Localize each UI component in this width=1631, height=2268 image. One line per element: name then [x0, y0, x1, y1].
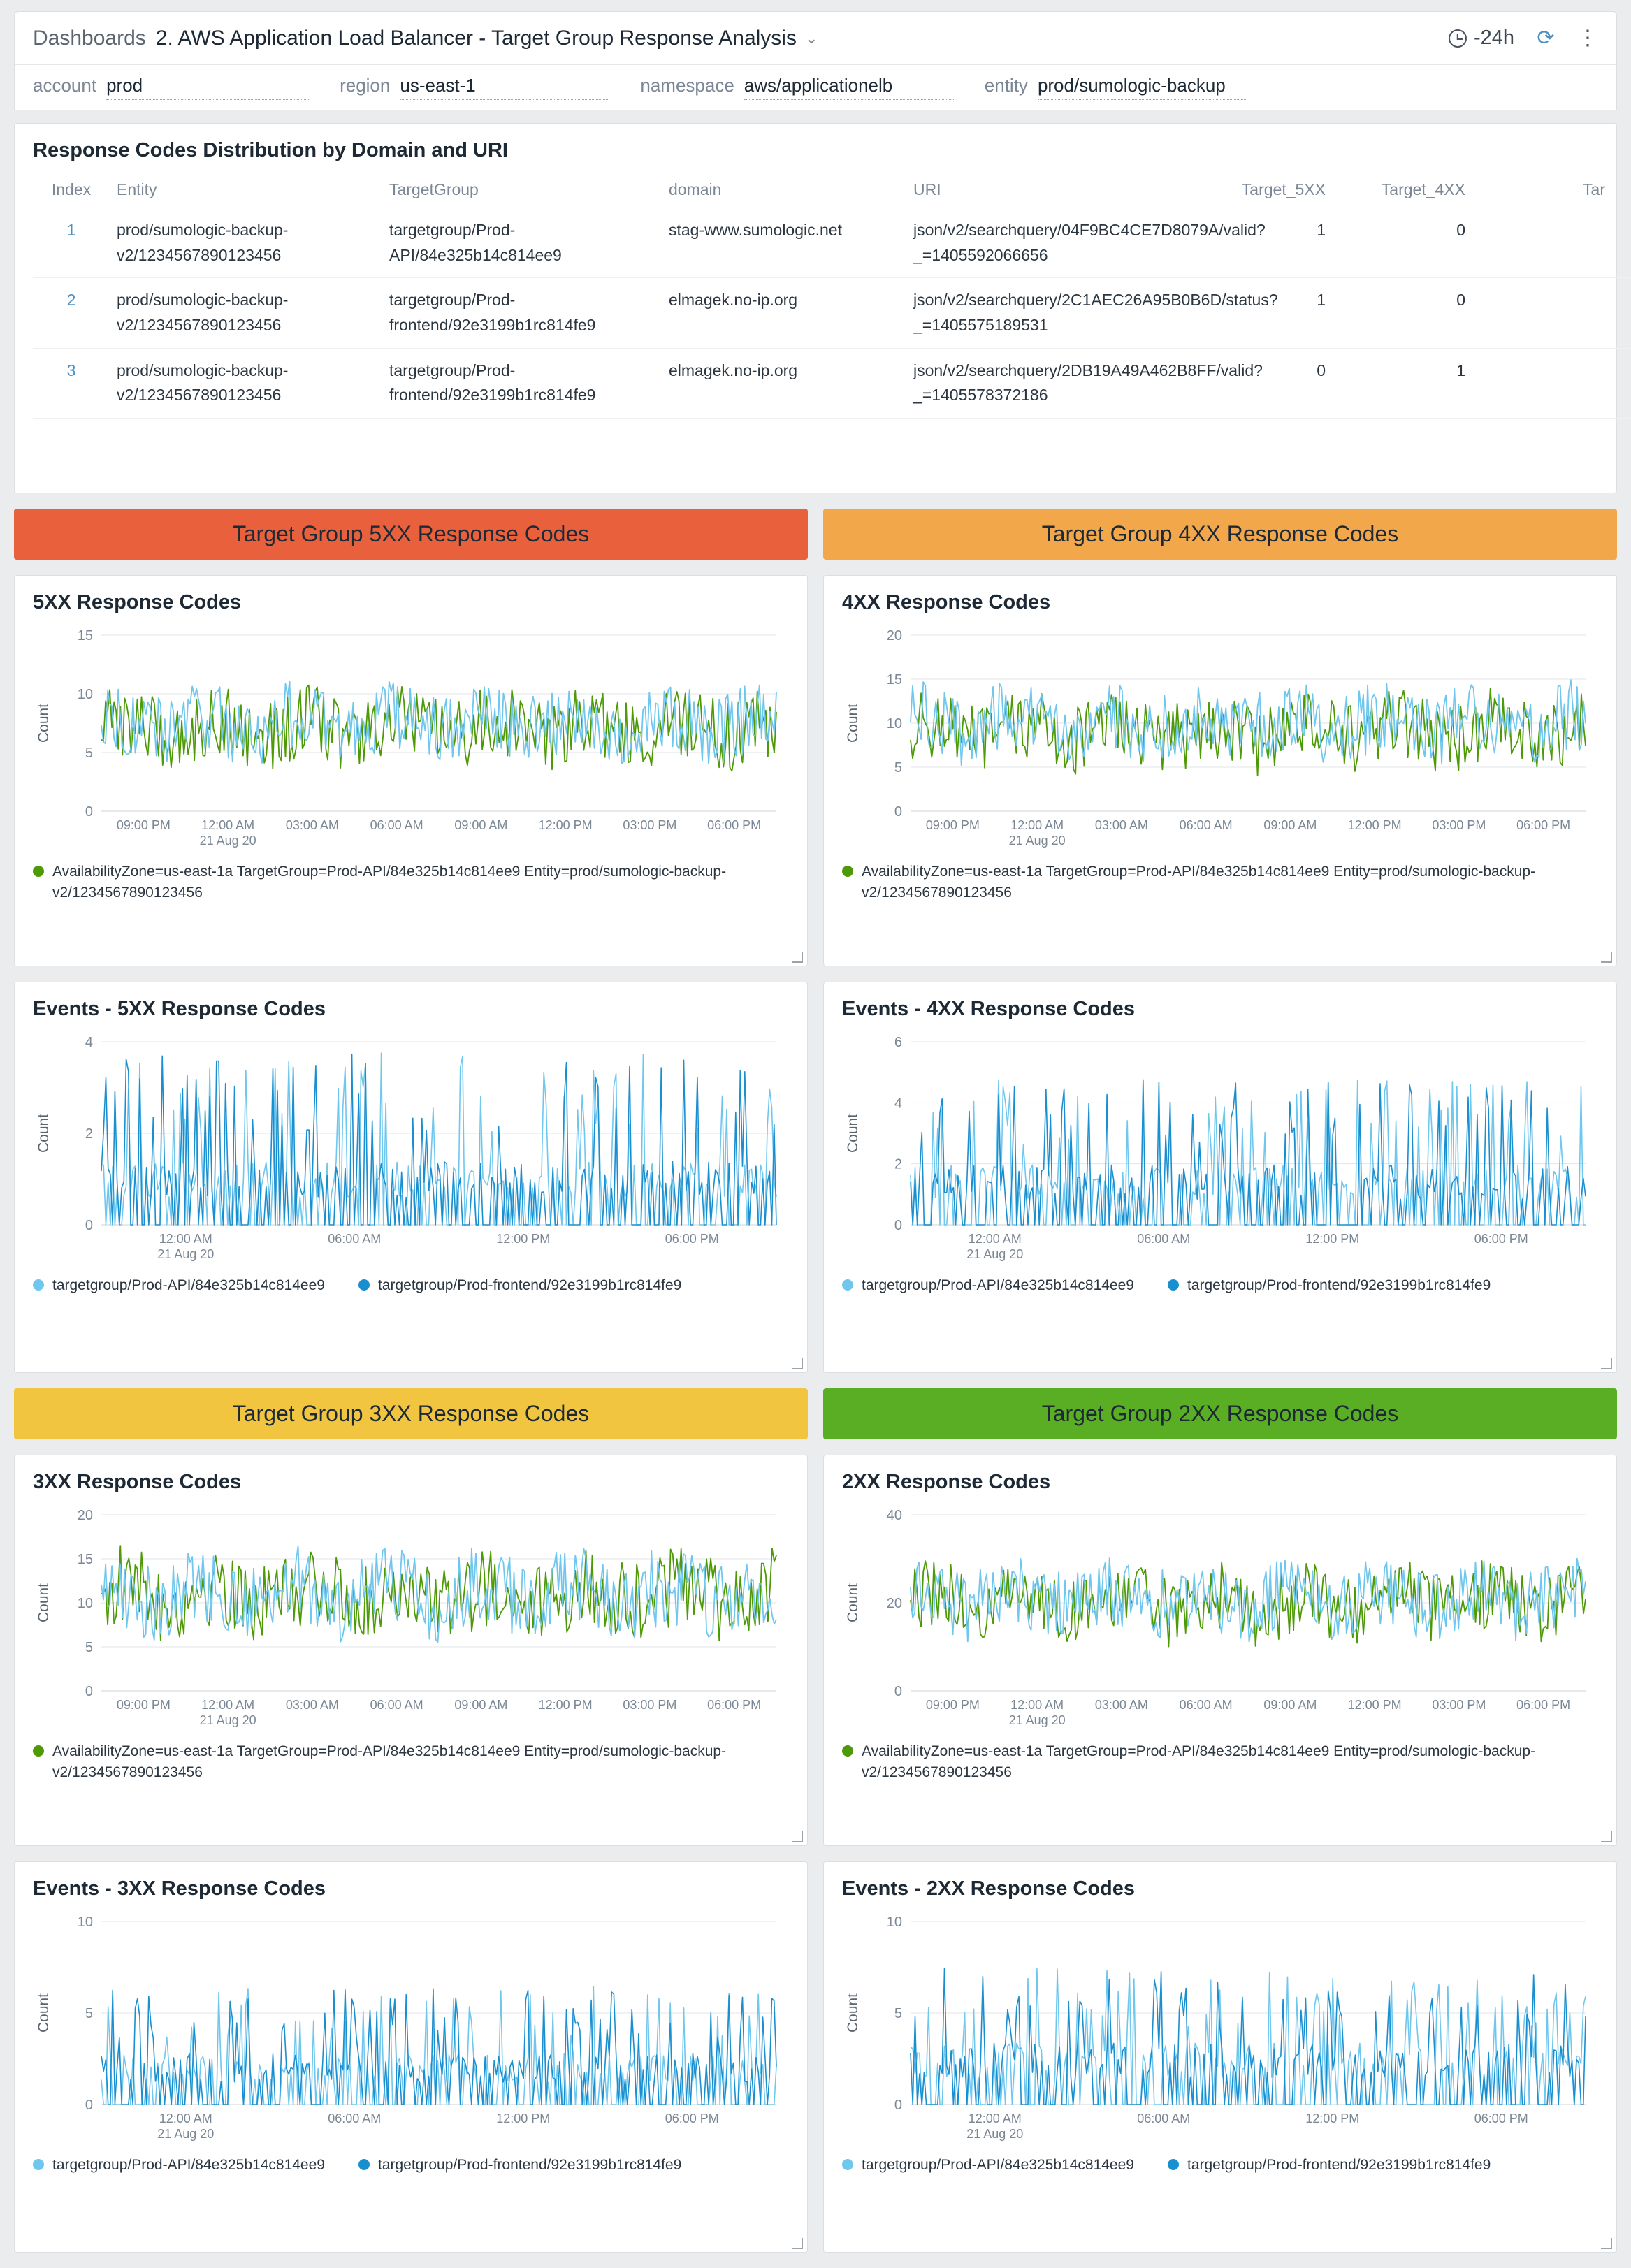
svg-text:10: 10	[77, 1914, 93, 1930]
section-header-3xx: Target Group 3XX Response Codes	[14, 1388, 808, 1439]
svg-text:03:00 PM: 03:00 PM	[623, 1698, 677, 1712]
legend-label: targetgroup/Prod-API/84e325b14c814ee9	[862, 2157, 1134, 2173]
legend-color-dot	[358, 1279, 370, 1291]
legend-label: targetgroup/Prod-API/84e325b14c814ee9	[52, 1277, 325, 1293]
cell-index: 2	[33, 278, 110, 348]
svg-text:0: 0	[894, 804, 902, 820]
svg-text:21 Aug 20: 21 Aug 20	[966, 1247, 1024, 1261]
svg-text:0: 0	[85, 1218, 93, 1233]
svg-text:06:00 PM: 06:00 PM	[665, 1232, 719, 1246]
legend-color-dot	[358, 2159, 370, 2170]
cell-target-truncated	[1493, 208, 1631, 278]
legend-color-dot	[842, 2159, 853, 2170]
filter-namespace-value[interactable]: aws/applicationelb	[744, 75, 954, 100]
svg-text:03:00 PM: 03:00 PM	[1432, 1698, 1486, 1712]
svg-text:06:00 PM: 06:00 PM	[707, 1698, 762, 1712]
table-panel-title: Response Codes Distribution by Domain and URI	[33, 139, 508, 161]
th-target-4xx[interactable]: Target_4XX	[1354, 172, 1493, 208]
cell-target-5xx: 1	[1214, 278, 1354, 348]
filter-bar	[14, 64, 1617, 110]
svg-text:Count: Count	[845, 1113, 861, 1154]
svg-text:06:00 AM: 06:00 AM	[370, 1698, 423, 1712]
panel-events-5xx	[14, 982, 808, 1373]
legend-color-dot	[842, 1745, 853, 1757]
legend-color-dot	[33, 866, 44, 877]
chart-2xx-line[interactable]	[824, 1504, 1616, 1734]
legend-events-5xx	[15, 1268, 807, 1296]
svg-text:06:00 AM: 06:00 AM	[1179, 818, 1233, 832]
svg-text:0: 0	[894, 1218, 902, 1233]
legend-color-dot	[842, 1279, 853, 1291]
cell-target-truncated	[1493, 278, 1631, 348]
table-row[interactable]	[33, 278, 1631, 348]
filter-namespace[interactable]	[640, 75, 953, 100]
svg-text:10: 10	[886, 716, 902, 732]
cell-target-5xx: 1	[1214, 208, 1354, 278]
svg-text:12:00 AM: 12:00 AM	[1010, 1698, 1064, 1712]
svg-text:06:00 PM: 06:00 PM	[1516, 818, 1571, 832]
cell-uri: json/v2/searchquery/2DB19A49A462B8FF/valid?_=1405578372186	[906, 348, 1214, 418]
legend-label: AvailabilityZone=us-east-1a TargetGroup=Prod-API/84e325b14c814ee9 Entity=prod/sumologic-backup-v2/1234567890123456	[862, 1743, 1536, 1781]
chart-title-events-3xx: Events - 3XX Response Codes	[33, 1877, 326, 1900]
svg-text:5: 5	[85, 2006, 93, 2021]
chart-row-3	[14, 1455, 1617, 1846]
th-targetgroup[interactable]: TargetGroup	[382, 172, 662, 208]
svg-text:12:00 AM: 12:00 AM	[968, 2111, 1022, 2125]
svg-text:21 Aug 20: 21 Aug 20	[199, 1713, 256, 1727]
filter-entity[interactable]	[985, 75, 1247, 100]
cell-uri: json/v2/searchquery/2C1AEC26A95B0B6D/status?_=1405575189531	[906, 278, 1214, 348]
svg-text:0: 0	[894, 1684, 902, 1699]
svg-text:12:00 AM: 12:00 AM	[201, 1698, 255, 1712]
svg-text:12:00 PM: 12:00 PM	[1347, 1698, 1402, 1712]
svg-text:09:00 PM: 09:00 PM	[116, 818, 171, 832]
legend-label: targetgroup/Prod-frontend/92e3199b1rc814fe9	[377, 2157, 682, 2173]
filter-account[interactable]	[33, 75, 309, 100]
svg-text:03:00 AM: 03:00 AM	[1094, 1698, 1148, 1712]
svg-text:5: 5	[85, 746, 93, 761]
resize-handle[interactable]	[792, 1358, 803, 1369]
svg-text:0: 0	[85, 1684, 93, 1699]
svg-text:5: 5	[85, 1640, 93, 1655]
svg-text:06:00 AM: 06:00 AM	[328, 1232, 382, 1246]
th-domain[interactable]: domain	[662, 172, 906, 208]
chart-3xx-line[interactable]	[15, 1504, 807, 1734]
cell-targetgroup: targetgroup/Prod-API/84e325b14c814ee9	[382, 208, 662, 278]
legend-label: AvailabilityZone=us-east-1a TargetGroup=Prod-API/84e325b14c814ee9 Entity=prod/sumologic-backup-v2/1234567890123456	[52, 1743, 727, 1781]
chart-4xx-line[interactable]	[824, 624, 1616, 855]
top-bar-actions	[1449, 27, 1598, 50]
svg-text:06:00 AM: 06:00 AM	[370, 818, 423, 832]
panel-2xx-response-codes	[823, 1455, 1617, 1846]
svg-text:12:00 PM: 12:00 PM	[1305, 1232, 1360, 1246]
svg-text:10: 10	[77, 1596, 93, 1611]
svg-text:03:00 PM: 03:00 PM	[623, 818, 677, 832]
legend-events-3xx	[15, 2148, 807, 2176]
chart-row-2	[14, 982, 1617, 1373]
filter-region-label: region	[340, 75, 391, 96]
svg-text:03:00 AM: 03:00 AM	[285, 818, 339, 832]
section-header-4xx: Target Group 4XX Response Codes	[823, 509, 1617, 560]
th-uri[interactable]: URI	[906, 172, 1214, 208]
svg-text:03:00 AM: 03:00 AM	[1094, 818, 1148, 832]
svg-text:12:00 PM: 12:00 PM	[538, 1698, 593, 1712]
panel-5xx-response-codes	[14, 575, 808, 966]
svg-text:4: 4	[894, 1096, 902, 1112]
svg-text:06:00 AM: 06:00 AM	[1137, 1232, 1191, 1246]
svg-text:06:00 AM: 06:00 AM	[328, 2111, 382, 2125]
svg-text:Count: Count	[36, 1113, 52, 1154]
chart-5xx-line[interactable]	[15, 624, 807, 855]
resize-handle[interactable]	[1601, 952, 1612, 963]
section-header-row-2	[14, 1388, 1617, 1439]
svg-text:21 Aug 20: 21 Aug 20	[966, 2127, 1024, 2141]
chart-title-3xx: 3XX Response Codes	[33, 1471, 242, 1493]
filter-entity-label: entity	[984, 75, 1028, 96]
svg-text:06:00 AM: 06:00 AM	[1137, 2111, 1191, 2125]
chart-row-4	[14, 1861, 1617, 2253]
cell-uri: json/v2/searchquery/04F9BC4CE7D8079A/valid?_=1405592066656	[906, 208, 1214, 278]
svg-text:12:00 AM: 12:00 AM	[201, 818, 255, 832]
breadcrumb-dashboards[interactable]: Dashboards	[33, 26, 146, 50]
resize-handle[interactable]	[792, 952, 803, 963]
filter-namespace-label: namespace	[640, 75, 734, 96]
svg-text:Count: Count	[36, 1583, 52, 1623]
cell-targetgroup: targetgroup/Prod-frontend/92e3199b1rc814fe9	[382, 348, 662, 418]
legend-label: targetgroup/Prod-API/84e325b14c814ee9	[862, 1277, 1134, 1293]
panel-4xx-response-codes	[823, 575, 1617, 966]
svg-text:12:00 PM: 12:00 PM	[496, 2111, 551, 2125]
panel-events-4xx	[823, 982, 1617, 1373]
cell-entity: prod/sumologic-backup-v2/1234567890123456	[110, 278, 382, 348]
legend-4xx	[824, 855, 1616, 904]
panel-3xx-response-codes	[14, 1455, 808, 1846]
svg-text:09:00 PM: 09:00 PM	[925, 1698, 980, 1712]
filter-entity-value[interactable]: prod/sumologic-backup	[1038, 75, 1247, 100]
more-options-icon[interactable]: ⋮	[1577, 26, 1598, 50]
cell-target-4xx: 0	[1354, 208, 1493, 278]
svg-text:40: 40	[886, 1508, 902, 1523]
panel-events-3xx	[14, 1861, 808, 2253]
svg-text:6: 6	[894, 1035, 902, 1050]
legend-3xx	[15, 1734, 807, 1784]
svg-text:21 Aug 20: 21 Aug 20	[157, 2127, 215, 2141]
section-header-2xx: Target Group 2XX Response Codes	[823, 1388, 1617, 1439]
panel-events-2xx	[823, 1861, 1617, 2253]
svg-text:09:00 AM: 09:00 AM	[454, 818, 508, 832]
legend-label: AvailabilityZone=us-east-1a TargetGroup=Prod-API/84e325b14c814ee9 Entity=prod/sumologic-backup-v2/1234567890123456	[52, 864, 727, 901]
legend-color-dot	[33, 2159, 44, 2170]
legend-5xx	[15, 855, 807, 904]
resize-handle[interactable]	[792, 1831, 803, 1842]
svg-text:20: 20	[77, 1508, 93, 1523]
svg-text:09:00 PM: 09:00 PM	[925, 818, 980, 832]
svg-text:21 Aug 20: 21 Aug 20	[157, 1247, 215, 1261]
top-bar	[14, 11, 1617, 64]
svg-text:12:00 PM: 12:00 PM	[496, 1232, 551, 1246]
svg-text:12:00 AM: 12:00 AM	[1010, 818, 1064, 832]
legend-events-4xx	[824, 1268, 1616, 1296]
chart-2xx-events[interactable]	[824, 1910, 1616, 2148]
cell-target-5xx: 0	[1214, 348, 1354, 418]
chart-title-2xx: 2XX Response Codes	[842, 1471, 1051, 1493]
chart-title-events-4xx: Events - 4XX Response Codes	[842, 998, 1136, 1020]
svg-text:09:00 PM: 09:00 PM	[116, 1698, 171, 1712]
legend-color-dot	[1168, 1279, 1179, 1291]
chart-row-1	[14, 575, 1617, 966]
cell-entity: prod/sumologic-backup-v2/1234567890123456	[110, 208, 382, 278]
response-codes-table	[33, 172, 1631, 419]
chart-title-5xx: 5XX Response Codes	[33, 591, 242, 613]
page-title: 2. AWS Application Load Balancer - Target Group Response Analysis	[155, 26, 797, 50]
svg-text:5: 5	[894, 2006, 902, 2021]
table-row[interactable]	[33, 208, 1631, 278]
svg-text:0: 0	[85, 804, 93, 820]
svg-text:06:00 PM: 06:00 PM	[707, 818, 762, 832]
svg-text:12:00 AM: 12:00 AM	[159, 1232, 212, 1246]
table-row[interactable]	[33, 348, 1631, 418]
chart-title-events-5xx: Events - 5XX Response Codes	[33, 998, 326, 1020]
chart-4xx-events[interactable]	[824, 1031, 1616, 1268]
legend-color-dot	[33, 1745, 44, 1757]
svg-text:21 Aug 20: 21 Aug 20	[1008, 834, 1066, 848]
chevron-down-icon[interactable]: ⌄	[804, 29, 818, 47]
section-header-row-1	[14, 509, 1617, 560]
svg-text:10: 10	[886, 1914, 902, 1930]
svg-text:03:00 AM: 03:00 AM	[285, 1698, 339, 1712]
svg-text:20: 20	[886, 628, 902, 644]
resize-handle[interactable]	[1601, 1358, 1612, 1369]
svg-text:03:00 PM: 03:00 PM	[1432, 818, 1486, 832]
svg-text:20: 20	[886, 1596, 902, 1611]
cell-domain: elmagek.no-ip.org	[662, 348, 906, 418]
legend-2xx	[824, 1734, 1616, 1784]
resize-handle[interactable]	[1601, 2238, 1612, 2249]
legend-label: targetgroup/Prod-frontend/92e3199b1rc814fe9	[1187, 2157, 1491, 2173]
filter-region-value[interactable]: us-east-1	[400, 75, 609, 100]
svg-text:06:00 PM: 06:00 PM	[1516, 1698, 1571, 1712]
time-range-picker[interactable]	[1449, 27, 1514, 50]
chart-title-4xx: 4XX Response Codes	[842, 591, 1051, 613]
svg-text:0: 0	[85, 2098, 93, 2113]
svg-text:0: 0	[894, 2098, 902, 2113]
svg-text:10: 10	[77, 687, 93, 702]
svg-text:15: 15	[77, 628, 93, 644]
svg-text:4: 4	[85, 1035, 93, 1050]
legend-events-2xx	[824, 2148, 1616, 2176]
svg-text:Count: Count	[36, 703, 52, 743]
svg-text:Count: Count	[845, 703, 861, 743]
th-target-truncated[interactable]: Tar	[1493, 172, 1631, 208]
th-index[interactable]: Index	[33, 172, 110, 208]
filter-account-value[interactable]: prod	[106, 75, 309, 100]
svg-text:2: 2	[894, 1156, 902, 1172]
svg-text:5: 5	[894, 760, 902, 776]
svg-text:09:00 AM: 09:00 AM	[1263, 1698, 1317, 1712]
legend-color-dot	[1168, 2159, 1179, 2170]
legend-label: targetgroup/Prod-frontend/92e3199b1rc814fe9	[1187, 1277, 1491, 1293]
cell-target-4xx: 0	[1354, 278, 1493, 348]
cell-index: 1	[33, 208, 110, 278]
chart-5xx-events[interactable]	[15, 1031, 807, 1268]
svg-text:09:00 AM: 09:00 AM	[454, 1698, 508, 1712]
legend-color-dot	[33, 1279, 44, 1291]
svg-text:06:00 PM: 06:00 PM	[1474, 1232, 1528, 1246]
cell-domain: stag-www.sumologic.net	[662, 208, 906, 278]
svg-text:2: 2	[85, 1126, 93, 1142]
svg-text:12:00 AM: 12:00 AM	[968, 1232, 1022, 1246]
legend-label: targetgroup/Prod-API/84e325b14c814ee9	[52, 2157, 325, 2173]
svg-text:Count: Count	[845, 1993, 861, 2033]
svg-text:15: 15	[886, 672, 902, 688]
svg-text:Count: Count	[845, 1583, 861, 1623]
clock-icon	[1449, 29, 1467, 48]
legend-label: targetgroup/Prod-frontend/92e3199b1rc814fe9	[377, 1277, 682, 1293]
resize-handle[interactable]	[792, 2238, 803, 2249]
section-header-5xx: Target Group 5XX Response Codes	[14, 509, 808, 560]
svg-text:Count: Count	[36, 1993, 52, 2033]
cell-index: 3	[33, 348, 110, 418]
table-header-row	[33, 172, 1631, 208]
chart-title-events-2xx: Events - 2XX Response Codes	[842, 1877, 1136, 1900]
cell-entity: prod/sumologic-backup-v2/1234567890123456	[110, 348, 382, 418]
svg-text:12:00 PM: 12:00 PM	[538, 818, 593, 832]
filter-region[interactable]	[340, 75, 609, 100]
cell-target-4xx: 1	[1354, 348, 1493, 418]
refresh-icon[interactable]: ⟳	[1537, 26, 1555, 50]
svg-text:12:00 PM: 12:00 PM	[1305, 2111, 1360, 2125]
svg-text:21 Aug 20: 21 Aug 20	[199, 834, 256, 848]
response-codes-table-panel	[14, 123, 1617, 493]
svg-text:06:00 PM: 06:00 PM	[665, 2111, 719, 2125]
time-range-label: -24h	[1473, 27, 1514, 49]
legend-color-dot	[842, 866, 853, 877]
resize-handle[interactable]	[1601, 1831, 1612, 1842]
svg-text:15: 15	[77, 1552, 93, 1567]
cell-domain: elmagek.no-ip.org	[662, 278, 906, 348]
cell-targetgroup: targetgroup/Prod-frontend/92e3199b1rc814fe9	[382, 278, 662, 348]
svg-text:09:00 AM: 09:00 AM	[1263, 818, 1317, 832]
filter-account-label: account	[33, 75, 97, 96]
cell-target-truncated	[1493, 348, 1631, 418]
svg-text:12:00 PM: 12:00 PM	[1347, 818, 1402, 832]
svg-text:21 Aug 20: 21 Aug 20	[1008, 1713, 1066, 1727]
chart-3xx-events[interactable]	[15, 1910, 807, 2148]
svg-text:06:00 PM: 06:00 PM	[1474, 2111, 1528, 2125]
svg-text:12:00 AM: 12:00 AM	[159, 2111, 212, 2125]
th-target-5xx[interactable]: Target_5XX	[1214, 172, 1354, 208]
legend-label: AvailabilityZone=us-east-1a TargetGroup=Prod-API/84e325b14c814ee9 Entity=prod/sumologic-backup-v2/1234567890123456	[862, 864, 1536, 901]
svg-text:06:00 AM: 06:00 AM	[1179, 1698, 1233, 1712]
th-entity[interactable]: Entity	[110, 172, 382, 208]
